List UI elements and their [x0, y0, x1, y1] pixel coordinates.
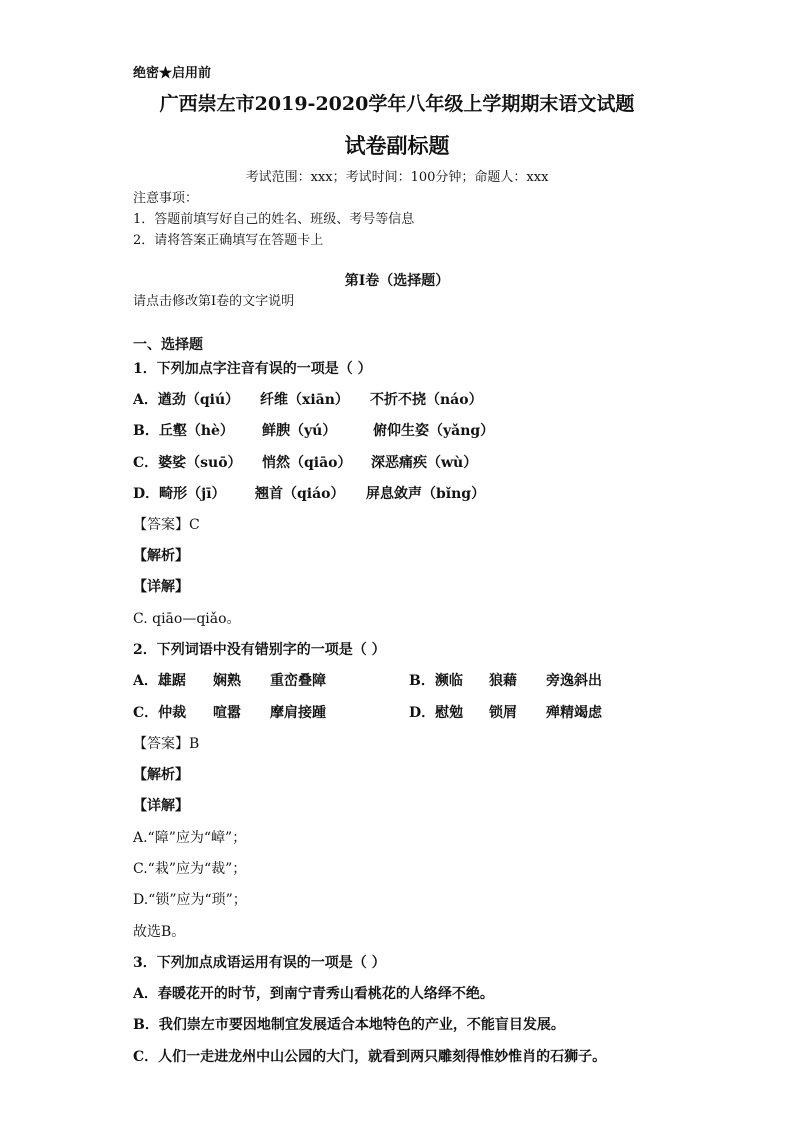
q2-analysis-label: 【解析】 — [133, 767, 189, 783]
section-description: 请点击修改第I卷的文字说明 — [133, 294, 295, 309]
q1-option-a-3: 不折不挠（náo） — [370, 392, 483, 408]
q1-option-d-3: 屏息敛声（bǐng） — [366, 486, 486, 502]
q1-option-a-1: A．遒劲（qiú） — [133, 392, 240, 408]
q2-detail-label: 【详解】 — [133, 798, 189, 814]
q1-option-c-3: 深恶痛疾（wù） — [371, 455, 478, 471]
q2-explanation: 故选B。 — [133, 924, 186, 940]
part-heading: 一、选择题 — [133, 337, 203, 353]
q2-explanation: C.“栽”应为“裁”； — [133, 861, 247, 877]
q1-analysis-label: 【解析】 — [133, 548, 189, 564]
section-title: 第I卷（选择题） — [344, 273, 450, 289]
notes-heading: 注意事项： — [133, 191, 199, 206]
page-title: 广西崇左市2019-2020学年八年级上学期期末语文试题 — [159, 93, 635, 115]
q3-option-a: A．春暖花开的时节，到南宁青秀山看桃花的人络绎不绝。 — [133, 986, 494, 1002]
q1-explanation: C. qiāo—qiǎo。 — [133, 611, 241, 627]
q1-detail-label: 【详解】 — [133, 579, 189, 595]
q2-option-d-3: 殚精竭虑 — [546, 705, 602, 721]
exam-meta: 考试范围：xxx；考试时间：100分钟；命题人：xxx — [245, 170, 549, 185]
q2-explanation: A.“障”应为“嶂”； — [133, 830, 247, 846]
q3-option-b: B．我们崇左市要因地制宜发展适合本地特色的产业，不能盲目发展。 — [133, 1017, 565, 1033]
q2-option-c-3: 摩肩接踵 — [270, 705, 326, 721]
q2-option-d-1: D．慰勉 — [409, 705, 464, 721]
question-3-stem: 3．下列加点成语运用有误的一项是（ ） — [133, 955, 386, 971]
q1-option-b-1: B．丘壑（hè） — [133, 423, 234, 439]
q1-option-d-2: 翘首（qiáo） — [255, 486, 345, 502]
q3-option-c: C．人们一走进龙州中山公园的大门，就看到两只雕刻得惟妙惟肖的石狮子。 — [133, 1049, 607, 1065]
q2-option-c-1: C．仲裁 — [133, 705, 187, 721]
q2-option-a-1: A．雄踞 — [133, 673, 186, 689]
q2-option-b-2: 狼藉 — [489, 673, 517, 689]
q2-option-b-3: 旁逸斜出 — [546, 673, 602, 689]
secret-label: 绝密★启用前 — [133, 66, 212, 81]
notes-item: 1．答题前填写好自己的姓名、班级、考号等信息 — [133, 212, 415, 227]
notes-item: 2．请将答案正确填写在答题卡上 — [133, 233, 324, 248]
q2-option-b-1: B．濒临 — [409, 673, 463, 689]
q1-option-b-3: 俯仰生姿（yǎng） — [373, 423, 495, 439]
q1-option-b-2: 鲜腴（yú） — [262, 423, 337, 439]
q1-option-a-2: 纤维（xiān） — [260, 392, 349, 408]
question-2-stem: 2．下列词语中没有错别字的一项是（ ） — [133, 642, 386, 658]
question-1-stem: 1．下列加点字注音有误的一项是（ ） — [133, 361, 372, 377]
q2-explanation: D.“锁”应为“琐”； — [133, 892, 247, 908]
q1-option-d-1: D．畸形（jī） — [133, 486, 226, 502]
q2-option-a-2: 娴熟 — [213, 673, 241, 689]
q2-answer: 【答案】B — [133, 736, 200, 752]
q2-option-d-2: 锁屑 — [489, 705, 517, 721]
q1-option-c-2: 悄然（qiāo） — [262, 455, 352, 471]
q1-answer: 【答案】C — [133, 517, 200, 533]
q2-option-c-2: 喧嚣 — [213, 705, 241, 721]
q1-option-c-1: C．婆娑（suō） — [133, 455, 242, 471]
page-subtitle: 试卷副标题 — [344, 133, 450, 158]
q2-option-a-3: 重峦叠障 — [270, 673, 326, 689]
